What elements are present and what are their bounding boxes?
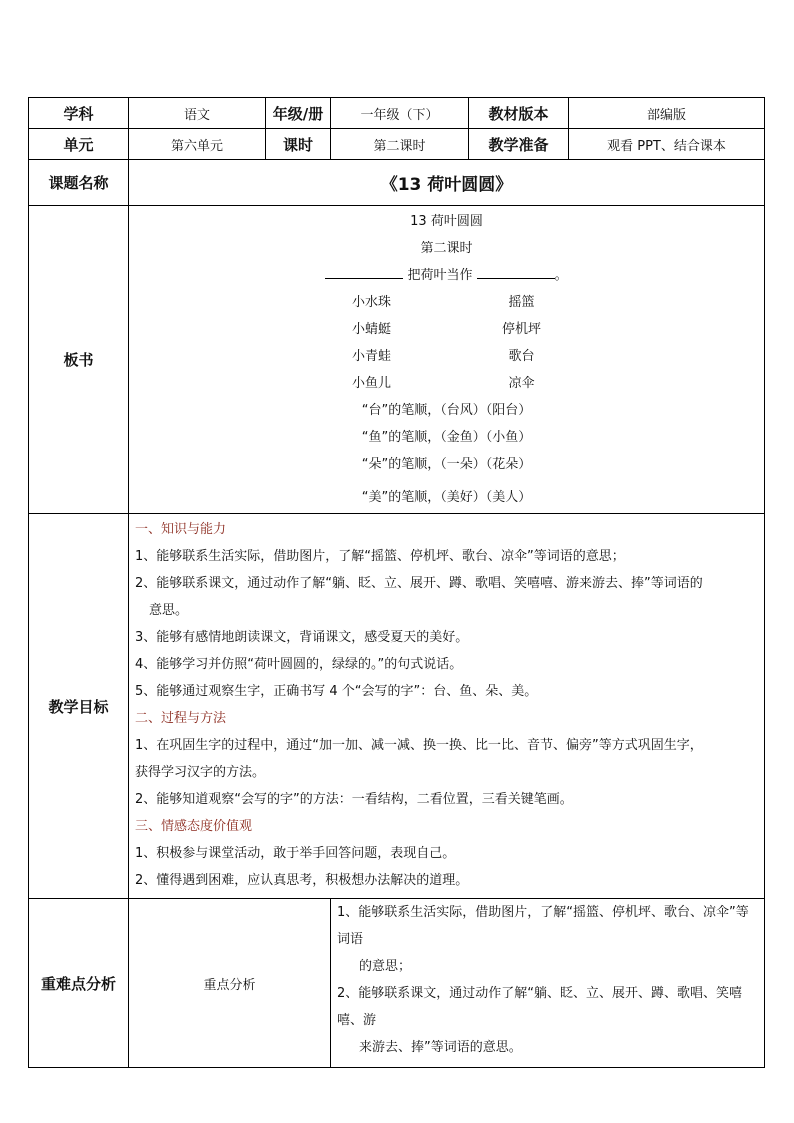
key-points-label: 重点分析 — [129, 899, 331, 1068]
period-label: 课时 — [266, 129, 331, 160]
board-sentence-end: 。 — [554, 268, 568, 283]
board-line-title: 13 荷叶圆圆 — [410, 214, 483, 229]
textbook-value: 部编版 — [569, 98, 765, 129]
goals-item: 1、在巩固生字的过程中，通过“加一加、减一减、换一换、比一比、音节、偏旁”等方式巩固生字， — [135, 738, 703, 753]
board-stroke-line: “美”的笔顺，（美好）（美人） — [361, 490, 532, 505]
key-points-content — [331, 899, 765, 1068]
grade-label: 年级/册 — [266, 98, 331, 129]
fill-blank-2 — [477, 264, 555, 279]
unit-value: 第六单元 — [129, 129, 266, 160]
board-pair-right: 歌台 — [508, 349, 535, 364]
row-goals — [29, 514, 765, 899]
row-unit — [29, 129, 765, 160]
board-pair-left: 小蜻蜓 — [351, 322, 391, 337]
key-point-item: 1、能够联系生活实际，借助图片，了解“摇篮、停机坪、歌台、凉伞”等词语 — [337, 905, 749, 947]
lesson-title-value: 《13 荷叶圆圆》 — [129, 160, 765, 206]
goals-content — [129, 514, 765, 899]
goals-section-heading: 三、情感态度价值观 — [135, 819, 253, 834]
board-pair-left: 小鱼儿 — [351, 376, 391, 391]
board-line-period: 第二课时 — [420, 241, 473, 256]
row-subject — [29, 98, 765, 129]
period-value: 第二课时 — [331, 129, 469, 160]
board-pair-row — [129, 343, 764, 370]
board-content — [129, 206, 765, 514]
board-pair-left: 小水珠 — [351, 295, 391, 310]
subject-label: 学科 — [29, 98, 129, 129]
row-difficulty — [29, 899, 765, 1068]
goals-item: 1、能够联系生活实际，借助图片，了解“摇篮、停机坪、歌台、凉伞”等词语的意思； — [135, 549, 625, 564]
goals-item: 2、懂得遇到困难，应认真思考，积极想办法解决的道理。 — [135, 873, 469, 888]
goals-item: 4、能够学习并仿照“荷叶圆圆的，绿绿的。”的句式说话。 — [135, 657, 463, 672]
goals-item: 5、能够通过观察生字，正确书写 4 个“会写的字”：台、鱼、朵、美。 — [135, 684, 538, 699]
goals-item: 1、积极参与课堂活动，敢于举手回答问题，表现自己。 — [135, 846, 456, 861]
unit-label: 单元 — [29, 129, 129, 160]
board-sentence-text: 把荷叶当作 — [407, 268, 473, 283]
board-pair-right: 摇篮 — [508, 295, 535, 310]
board-stroke-line: “鱼”的笔顺，（金鱼）（小鱼） — [361, 430, 532, 445]
difficulty-label: 重难点分析 — [29, 899, 129, 1068]
board-pair-row — [129, 316, 764, 343]
lesson-plan-table — [28, 97, 765, 1068]
grade-value: 一年级（下） — [331, 98, 469, 129]
key-point-item: 2、能够联系课文，通过动作了解“躺、眨、立、展开、蹲、歌唱、笑嘻嘻、游 — [337, 986, 743, 1028]
key-point-item-continued: 来游去、捧”等词语的意思。 — [359, 1040, 522, 1055]
row-board — [29, 206, 765, 514]
row-lesson-title — [29, 160, 765, 206]
board-line-sentence — [129, 262, 764, 289]
prep-label: 教学准备 — [469, 129, 569, 160]
board-pair-right: 停机坪 — [501, 322, 541, 337]
board-pair-right: 凉伞 — [508, 376, 535, 391]
board-stroke-line: “台”的笔顺，（台风）（阳台） — [361, 403, 532, 418]
key-point-item-continued: 的意思； — [359, 959, 412, 974]
board-label: 板书 — [29, 206, 129, 514]
goals-item-continued: 意思。 — [149, 603, 189, 618]
goals-item: 2、能够知道观察“会写的字”的方法：一看结构，二看位置，三看关键笔画。 — [135, 792, 573, 807]
board-pair-left: 小青蛙 — [351, 349, 391, 364]
goals-item: 3、能够有感情地朗读课文，背诵课文，感受夏天的美好。 — [135, 630, 469, 645]
goals-item: 2、能够联系课文，通过动作了解“躺、眨、立、展开、蹲、歌唱、笑嘻嘻、游来游去、捧”等词语的 — [135, 576, 703, 591]
goals-label: 教学目标 — [29, 514, 129, 899]
goals-section-heading: 二、过程与方法 — [135, 711, 227, 726]
board-pair-row — [129, 370, 764, 397]
goals-item-continued: 获得学习汉字的方法。 — [135, 765, 266, 780]
fill-blank-1 — [325, 264, 403, 279]
subject-value: 语文 — [129, 98, 266, 129]
textbook-label: 教材版本 — [469, 98, 569, 129]
board-pair-row — [129, 289, 764, 316]
prep-value: 观看 PPT、结合课本 — [569, 129, 765, 160]
board-stroke-line: “朵”的笔顺，（一朵）（花朵） — [361, 457, 532, 472]
goals-section-heading: 一、知识与能力 — [135, 522, 227, 537]
lesson-title-label: 课题名称 — [29, 160, 129, 206]
